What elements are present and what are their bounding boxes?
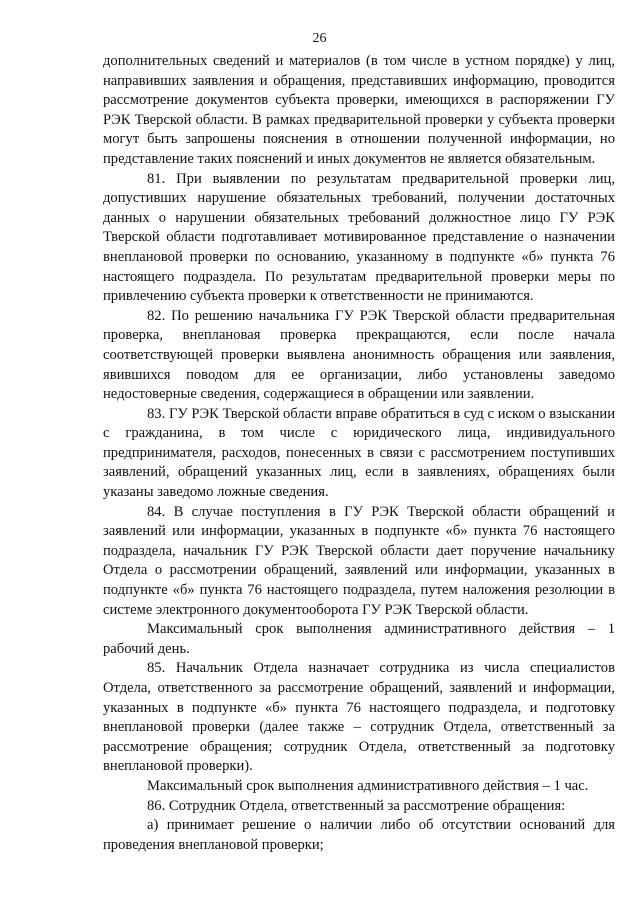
paragraph-86: 86. Сотрудник Отдела, ответственный за рассмотрение обращения: bbox=[147, 797, 566, 814]
paragraph-84: 84. В случае поступления в ГУ РЭК Тверской области обращений и заявлений или информации, указанных в подпункте «б» пункта 76 настоящего подраздела, начальник ГУ РЭК Тверской области дает поручение начальнику Отдела о рассмотрении обращений, заявлений или информации, указанных в подпункте «б» пункта 76 настоящего подраздела, путем наложения резолюции в системе электронного документооборота ГУ РЭК Тверской области. bbox=[103, 503, 615, 618]
paragraph-82: 82. По решению начальника ГУ РЭК Тверской области предварительная проверка, внеплановая проверка прекращаются, если после начала соответствующей проверки выявлена анонимность обращения или заявления, явившихся поводом для ее организации, либо установлены заведомо недостоверные сведения, содержащиеся в обращении или заявлении. bbox=[103, 307, 615, 403]
paragraph-81: 81. При выявлении по результатам предварительной проверки лиц, допустивших нарушение обязательных требований, получении достаточных данных о нарушении обязательных требований должностное лицо ГУ РЭК Тверской области подготавливает мотивированное представление о назначении внеплановой проверки по основанию, указанному в подпункте «б» пункта 76 настоящего подраздела. По результатам предварительной проверки меры по привлечению субъекта проверки к ответственности не принимаются. bbox=[103, 170, 615, 305]
page-number: 26 bbox=[312, 31, 327, 46]
paragraph-85: 85. Начальник Отдела назначает сотрудника из числа специалистов Отдела, ответственного за рассмотрение обращений, заявлений и информации, указанных в подпункте «б» пункта 76 настоящего подраздела, и подготовку внеплановой проверки (далее также – сотрудник Отдела, ответственный за рассмотрение обращения; сотрудник Отдела, ответственный за подготовку внеплановой проверки). bbox=[103, 660, 615, 775]
paragraph-83: 83. ГУ РЭК Тверской области вправе обратиться в суд с иском о взыскании с гражданина, в том числе с юридического лица, индивидуального предпринимателя, расходов, понесенных в связи с рассмотрением поступивших заявлений, обращений указанных лиц, если в заявлениях, обращениях были указаны заведомо ложные сведения. bbox=[103, 405, 615, 501]
paragraph-86-a: а) принимает решение о наличии либо об отсутствии оснований для проведения внеплановой проверки; bbox=[103, 817, 615, 853]
paragraph-deadline-1: Максимальный срок выполнения административного действия – 1 рабочий день. bbox=[103, 621, 615, 657]
paragraph-deadline-2: Максимальный срок выполнения административного действия – 1 час. bbox=[147, 777, 589, 794]
paragraph-continuation: дополнительных сведений и материалов (в том числе в устном порядке) у лиц, направивших заявления и обращения, представивших информацию, проводится рассмотрение документов субъекта проверки, имеющихся в распоряжении ГУ РЭК Тверской области. В рамках предварительной проверки у субъекта проверки могут быть запрошены пояснения в отношении полученной информации, но представление таких пояснений и иных документов не является обязательным. bbox=[103, 53, 615, 167]
document-body bbox=[103, 52, 615, 855]
